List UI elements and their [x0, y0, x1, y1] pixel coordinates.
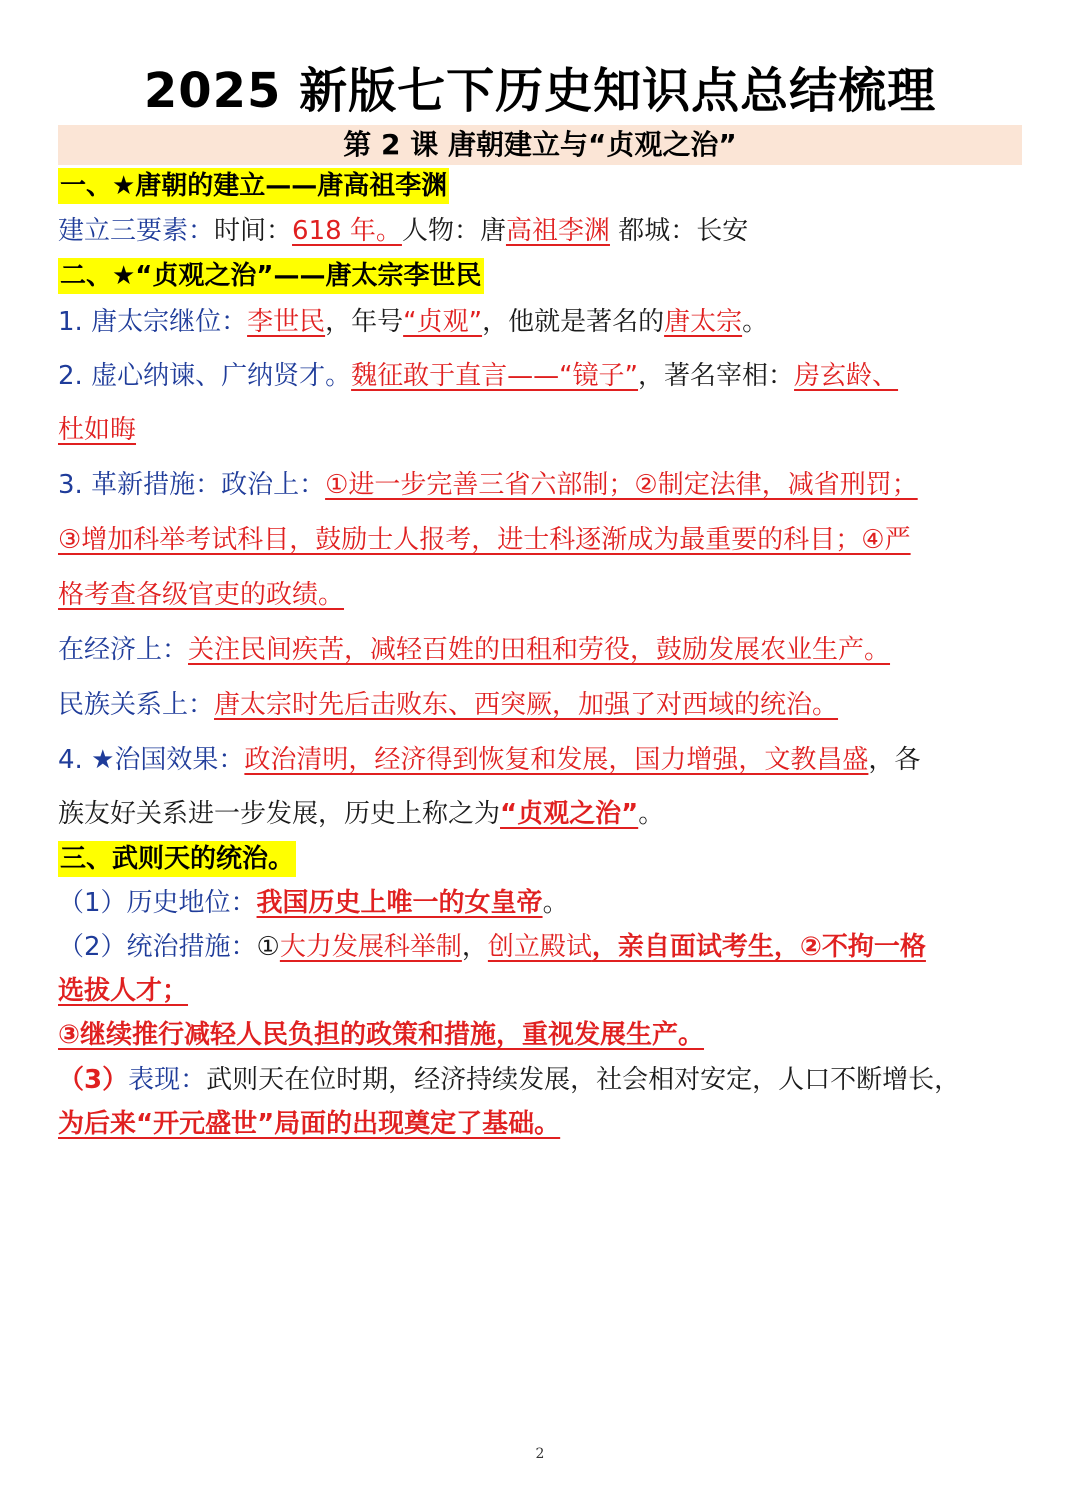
section-2-item-4-cont	[58, 797, 1028, 831]
answer: 为后来“开元盛世”局面的出现奠定了基础。	[58, 1109, 561, 1139]
text: ，他就是著名的	[482, 307, 665, 337]
label: 在经济上：	[58, 635, 189, 665]
answer: 618 年。	[292, 216, 402, 246]
section-2-item-3-cont-1	[58, 523, 1028, 557]
text: ，	[461, 932, 488, 962]
text: 族友好关系进一步发展，历史上称之为	[58, 799, 501, 829]
section-3-heading: 三、武则天的统治。	[58, 841, 296, 877]
answer: 杜如晦	[58, 415, 137, 445]
answer: 唐太宗时先后击败东、西突厥，加强了对西域的统治。	[214, 690, 839, 720]
answer: 关注民间疾苦，减轻百姓的田租和劳役，鼓励发展农业生产。	[188, 635, 891, 665]
section-1-line-1	[58, 214, 1028, 248]
answer: 格考查各级官吏的政绩。	[58, 580, 345, 610]
label: 2. 虚心纳谏、广纳贤才。	[58, 361, 352, 391]
section-2-item-3	[58, 468, 1028, 502]
answer: 高祖李渊	[505, 216, 610, 246]
answer: 李世民	[247, 307, 326, 337]
label: 4. ★治国效果：	[58, 745, 245, 775]
label: 3. 革新措施：政治上：	[58, 470, 326, 500]
section-2-economy	[58, 633, 1028, 667]
section-2-item-3-cont-2	[58, 578, 1028, 612]
page-title: 2025 新版七下历史知识点总结梳理	[143, 63, 937, 119]
page-number: 2	[535, 1446, 545, 1462]
answer: ①进一步完善三省六部制；②制定法律，减省刑罚；	[325, 470, 918, 500]
label: （2）统治措施：	[58, 932, 257, 962]
section-2-ethnic	[58, 688, 1028, 722]
section-2-item-1	[58, 305, 1028, 339]
answer: 大力发展科举制	[279, 932, 462, 962]
section-3-item-2-cont-2	[58, 1018, 1028, 1052]
answer: 房玄龄、	[794, 361, 899, 391]
text: 时间：	[214, 216, 293, 246]
text: ①	[256, 932, 280, 962]
text: 人物：唐	[401, 216, 506, 246]
text: 。	[542, 888, 569, 918]
answer: 创立殿试	[487, 932, 592, 962]
answer: 我国历史上唯一的女皇帝	[256, 888, 543, 918]
answer: 唐太宗	[664, 307, 743, 337]
section-3-item-2-cont-1	[58, 974, 1028, 1008]
label: 建立三要素：	[58, 216, 215, 246]
section-2-item-2	[58, 359, 1028, 393]
text: ，年号	[325, 307, 404, 337]
text: 。	[742, 307, 769, 337]
text: 都城：长安	[609, 216, 749, 246]
answer: “贞观”	[403, 307, 483, 337]
label: 民族关系上：	[58, 690, 215, 720]
section-3-item-3	[58, 1063, 1028, 1097]
answer: ③增加科举考试科目，鼓励士人报考，进士科逐渐成为最重要的科目；④严	[58, 525, 911, 555]
answer: ③继续推行减轻人民负担的政策和措施，重视发展生产。	[58, 1020, 705, 1050]
section-3-item-1	[58, 886, 1028, 920]
section-1-heading: 一、★唐朝的建立——唐高祖李渊	[58, 168, 449, 204]
answer: 选拔人才；	[58, 976, 189, 1006]
section-2-item-4	[58, 743, 1028, 777]
label: 1. 唐太宗继位：	[58, 307, 248, 337]
answer: 政治清明，经济得到恢复和发展，国力增强，文教昌盛	[244, 745, 869, 775]
text: 武则天在位时期，经济持续发展，社会相对安定，人口不断增长，	[206, 1065, 961, 1095]
answer: 魏征敢于直言——“镜子”	[351, 361, 639, 391]
answer: “贞观之治”	[500, 799, 639, 829]
section-3-item-2	[58, 930, 1028, 964]
section-2-item-2-cont	[58, 413, 1028, 447]
label: 表现：	[128, 1065, 207, 1095]
label: （1）历史地位：	[58, 888, 257, 918]
text: ，著名宰相：	[638, 361, 795, 391]
label-number: （3）	[58, 1065, 129, 1095]
answer: ，亲自面试考生，②不拘一格	[591, 932, 926, 962]
section-3-item-3-cont	[58, 1107, 1028, 1141]
section-2-heading: 二、★“贞观之治”——唐太宗李世民	[58, 258, 484, 294]
text: 。	[638, 799, 665, 829]
lesson-heading: 第 2 课 唐朝建立与“贞观之治”	[58, 125, 1022, 165]
text: ，各	[868, 745, 921, 775]
